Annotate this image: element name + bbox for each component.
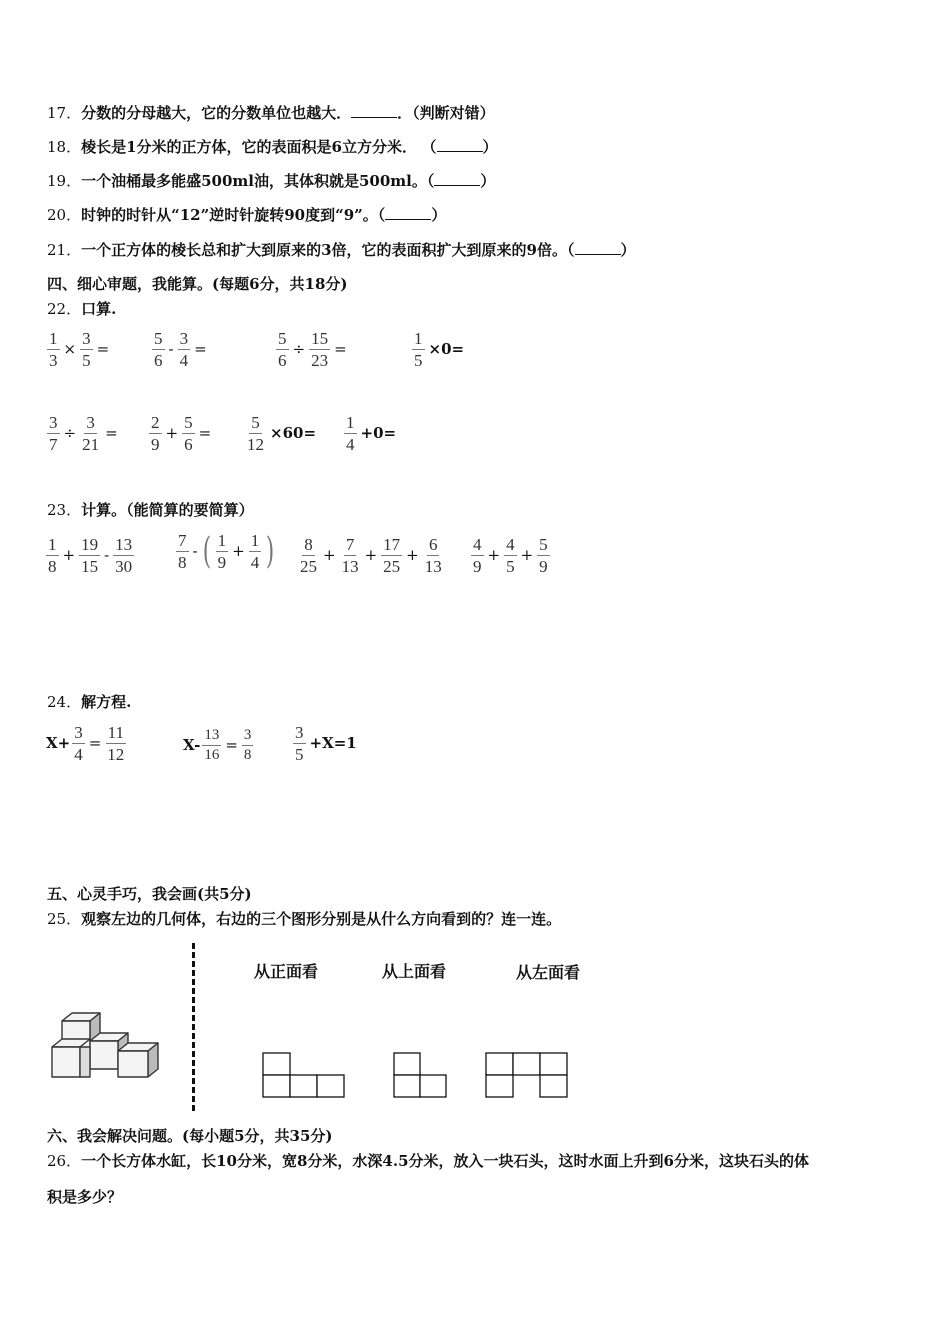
- question-number: 23．: [47, 501, 82, 519]
- question-text: 口算.: [81, 300, 117, 318]
- question-text: 一个长方体水缸，长10分米，宽8分米，水深4.5分米，放入一块石头，这时水面上升到6分米，这块石头的体: [81, 1152, 809, 1170]
- answer-blank[interactable]: [437, 137, 483, 152]
- oral-calc-4: $\frac{1}{5}$ ×0=: [414, 329, 465, 370]
- fraction: $\frac{4}{5}$: [506, 535, 515, 576]
- calc-expression-4: $\frac{4}{9}$ + $\frac{4}{5}$ + $\frac{5}{9}$: [473, 535, 548, 576]
- question-21: [47, 239, 636, 260]
- question-24: [47, 691, 131, 712]
- fraction: $\frac{3}{5}$: [295, 723, 304, 764]
- oral-calc-8: $\frac{1}{4}$ +0=: [346, 413, 397, 454]
- fraction: $\frac{1}{3}$: [49, 329, 58, 370]
- question-suffix: ．（判断对错）: [397, 104, 495, 122]
- fraction: $\frac{11}{12}$: [107, 723, 125, 764]
- fraction: $\frac{5}{9}$: [539, 535, 548, 576]
- view-grid-2[interactable]: [393, 1052, 451, 1100]
- fraction: $\frac{17}{25}$: [383, 535, 401, 576]
- fraction: $\frac{2}{9}$: [151, 413, 160, 454]
- fraction: $\frac{1}{5}$: [414, 329, 423, 370]
- question-text: 解方程.: [81, 693, 132, 711]
- fraction: $\frac{13}{16}$: [204, 727, 220, 763]
- fraction: $\frac{3}{4}$: [179, 329, 189, 370]
- right-paren: ）: [482, 138, 498, 156]
- question-number: 20．: [47, 206, 82, 224]
- fraction: $\frac{13}{30}$: [115, 535, 133, 576]
- question-number: 25．: [47, 910, 82, 928]
- fraction: $\frac{4}{9}$: [473, 535, 482, 576]
- oral-calc-7: $\frac{5}{12}$ ×60=: [247, 413, 317, 454]
- fraction: $\frac{1}{4}$: [346, 413, 355, 454]
- fraction: $\frac{15}{23}$: [311, 329, 329, 370]
- question-number: 18．: [47, 138, 82, 156]
- calc-expression-1: $\frac{1}{8}$ + $\frac{19}{15}$ - $\frac{13}{30}$: [48, 535, 133, 576]
- cube-solid-figure: [44, 1005, 174, 1085]
- fraction: $\frac{7}{13}$: [341, 535, 359, 576]
- question-text: 观察左边的几何体，右边的三个图形分别是从什么方向看到的？连一连。: [81, 910, 562, 928]
- question-19: [47, 170, 495, 191]
- left-bracket: (: [202, 530, 211, 572]
- oral-calc-5: $\frac{3}{7}$ ÷ $\frac{3}{21}$ =: [49, 413, 118, 454]
- answer-blank[interactable]: [434, 171, 480, 186]
- question-22: [47, 298, 116, 319]
- oral-calc-2: $\frac{5}{6}$ - $\frac{3}{4}$ =: [154, 329, 207, 370]
- question-text: 一个正方体的棱长总和扩大到原来的3倍，它的表面积扩大到原来的9倍。: [81, 241, 567, 259]
- question-26-continued: 积是多少？: [47, 1188, 123, 1206]
- fraction: $\frac{1}{8}$: [48, 535, 57, 576]
- question-number: 24．: [47, 693, 82, 711]
- question-23: [47, 499, 254, 520]
- fraction: $\frac{7}{8}$: [178, 531, 187, 572]
- question-number: 17．: [47, 104, 82, 122]
- view-label-top: 从上面看: [382, 962, 447, 981]
- question-text: 棱长是1分米的正方体，它的表面积是6立方分米．: [81, 138, 417, 156]
- question-text: 一个油桶最多能盛500ml油，其体积就是500ml。: [81, 172, 427, 190]
- right-paren: ）: [431, 206, 447, 224]
- view-grid-1[interactable]: [262, 1052, 346, 1100]
- equation-3: $\frac{3}{5}$ +X=1: [295, 723, 357, 764]
- question-number: 22．: [47, 300, 82, 318]
- left-paren: （: [428, 138, 437, 156]
- left-paren: （: [566, 241, 575, 259]
- fraction: $\frac{5}{12}$: [247, 413, 264, 454]
- section-heading-4: 四、细心审题，我能算。(每题6分，共18分): [47, 275, 348, 293]
- view-label-front: 从正面看: [254, 962, 319, 981]
- question-text: 分数的分母越大，它的分数单位也越大．: [81, 104, 352, 122]
- equation-2: X- $\frac{13}{16}$ = $\frac{3}{8}$: [183, 727, 252, 763]
- right-bracket: ): [266, 530, 275, 572]
- calc-expression-2: $\frac{7}{8}$ - ( $\frac{1}{9}$ + $\frac{1}{4}$ ): [178, 530, 275, 572]
- question-17: [47, 102, 495, 123]
- question-18: [47, 136, 498, 157]
- fraction: $\frac{19}{15}$: [81, 535, 99, 576]
- calc-expression-3: $\frac{8}{25}$ + $\frac{7}{13}$ + $\frac{17}{25}$ + $\frac{6}{13}$: [300, 535, 442, 576]
- question-number: 19．: [47, 172, 82, 190]
- question-20: [47, 204, 446, 225]
- fraction: $\frac{5}{6}$: [154, 329, 163, 370]
- left-paren: （: [377, 206, 386, 224]
- question-text: 时钟的时针从“12”逆时针旋转90度到“9”。: [81, 206, 378, 224]
- section-heading-6: 六、我会解决问题。(每小题5分，共35分): [47, 1127, 333, 1145]
- answer-blank[interactable]: [385, 205, 431, 220]
- equation-1: X+ $\frac{3}{4}$ = $\frac{11}{12}$: [46, 723, 125, 764]
- right-paren: ）: [480, 172, 496, 190]
- view-label-left: 从左面看: [516, 963, 581, 982]
- fraction: $\frac{8}{25}$: [300, 535, 317, 576]
- question-26: [47, 1150, 809, 1171]
- fraction: $\frac{1}{4}$: [250, 531, 260, 572]
- question-25: [47, 908, 561, 929]
- question-text: 计算。（能简算的要简算）: [81, 501, 254, 519]
- view-grid-3[interactable]: [485, 1052, 569, 1100]
- dashed-divider: [192, 943, 195, 1111]
- question-number: 26．: [47, 1152, 82, 1170]
- answer-blank[interactable]: [575, 240, 621, 255]
- oral-calc-3: $\frac{5}{6}$ ÷ $\frac{15}{23}$ =: [278, 329, 347, 370]
- question-number: 21．: [47, 241, 82, 259]
- fraction: $\frac{3}{8}$: [243, 727, 252, 763]
- section-heading-5: 五、心灵手巧，我会画(共5分): [47, 885, 252, 903]
- fraction: $\frac{6}{13}$: [424, 535, 442, 576]
- answer-blank[interactable]: [351, 103, 397, 118]
- fraction: $\frac{3}{7}$: [49, 413, 58, 454]
- fraction: $\frac{1}{9}$: [217, 531, 227, 572]
- right-paren: ）: [620, 241, 636, 259]
- oral-calc-1: $\frac{1}{3}$ × $\frac{3}{5}$ =: [49, 329, 110, 370]
- fraction: $\frac{5}{6}$: [184, 413, 193, 454]
- fraction: $\frac{3}{21}$: [82, 413, 100, 454]
- fraction: $\frac{3}{5}$: [82, 329, 91, 370]
- fraction: $\frac{3}{4}$: [74, 723, 83, 764]
- oral-calc-6: $\frac{2}{9}$ + $\frac{5}{6}$ =: [151, 413, 212, 454]
- left-paren: （: [426, 172, 435, 190]
- fraction: $\frac{5}{6}$: [278, 329, 287, 370]
